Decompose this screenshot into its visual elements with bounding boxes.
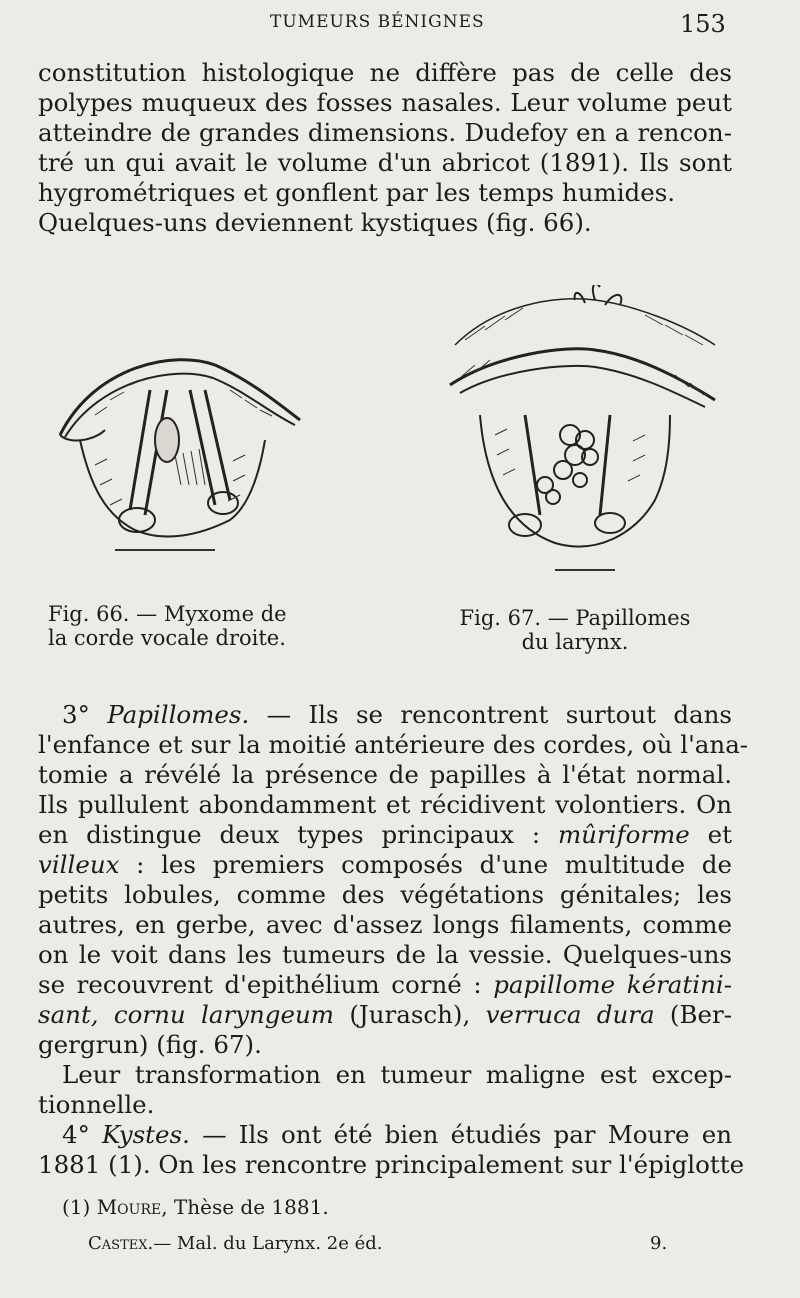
- text-line: on le voit dans les tumeurs de la vessie. Quelques-uns: [38, 940, 732, 969]
- text-line: autres, en gerbe, avec d'assez longs filaments, comme: [38, 910, 732, 939]
- text-line: tomie a révélé la présence de papilles à l'état normal.: [38, 760, 732, 789]
- section-number: 4°: [62, 1120, 90, 1149]
- footnote-marker: (1): [62, 1195, 97, 1219]
- term-italic: mûriforme: [557, 820, 690, 849]
- section-papillomes: [38, 700, 749, 1180]
- caption-line: Fig. 66. — Myxome de: [48, 602, 287, 626]
- caption-line: la corde vocale droite.: [48, 626, 286, 650]
- footnote-author: Moure: [96, 1195, 162, 1219]
- footnote: [62, 1195, 329, 1219]
- text-span: et: [689, 820, 732, 849]
- caption-line: du larynx.: [521, 630, 629, 654]
- text-span: , Thèse de 1881.: [161, 1195, 329, 1219]
- text-line: petits lobules, comme des végétations génitales; les: [38, 880, 732, 909]
- figure-66-caption: [48, 602, 287, 650]
- text-line: [38, 970, 732, 1000]
- figure-67-larynx-illustration: [445, 285, 725, 575]
- text-line: l'enfance et sur la moitié antérieure des cordes, où l'ana-: [38, 730, 749, 759]
- text-line: Leur transformation en tumeur maligne est excep-: [62, 1060, 732, 1089]
- paragraph-top: [38, 58, 732, 238]
- figure-67-caption: [440, 606, 710, 654]
- text-span: — Ils se rencontrent surtout dans: [249, 700, 732, 729]
- text-line: gergrun) (fig. 67).: [38, 1030, 262, 1059]
- term-italic: sant, cornu laryngeum: [38, 1000, 334, 1029]
- section-number: 3°: [62, 700, 90, 729]
- page-number: 153: [680, 10, 726, 38]
- text-line: [38, 700, 732, 730]
- text-line: constitution histologique ne diffère pas de celle des: [38, 58, 732, 87]
- text-span: .— Mal. du Larynx. 2e éd.: [147, 1233, 383, 1254]
- text-line: [38, 1120, 732, 1150]
- signature-mark: 9.: [650, 1233, 668, 1254]
- running-title: TUMEURS BÉNIGNES: [270, 12, 485, 32]
- text-line: Quelques-uns deviennent kystiques (fig. 66).: [38, 208, 592, 237]
- text-span: (Ber-: [654, 1000, 732, 1029]
- text-span: — Ils ont été bien étudiés par Moure en: [189, 1120, 732, 1149]
- section-title: Papillomes.: [107, 700, 250, 729]
- text-span: se recouvrent d'epithélium corné :: [38, 970, 494, 999]
- text-span: en distingue deux types principaux :: [38, 820, 558, 849]
- term-italic: papillome kératini-: [493, 970, 732, 999]
- term-italic: villeux: [38, 850, 120, 879]
- text-line: polypes muqueux des fosses nasales. Leur volume peut: [38, 88, 732, 117]
- section-title: Kystes.: [102, 1120, 190, 1149]
- text-line: 1881 (1). On les rencontre principalement sur l'épiglotte: [38, 1150, 745, 1179]
- text-line: tionnelle.: [38, 1090, 155, 1119]
- caption-line: Fig. 67. — Papillomes: [459, 606, 691, 630]
- text-span: : les premiers composés d'une multitude de: [119, 850, 732, 879]
- text-line: Ils pullulent abondamment et récidivent volontiers. On: [38, 790, 732, 819]
- figure-66-larynx-illustration: [55, 345, 305, 560]
- text-line: atteindre de grandes dimensions. Dudefoy en a rencon-: [38, 118, 732, 147]
- text-line: tré un qui avait le volume d'un abricot (1891). Ils sont: [38, 148, 732, 177]
- text-line: [38, 1000, 732, 1030]
- signature-line: [88, 1233, 383, 1254]
- text-line: [38, 820, 732, 850]
- signature-author: Castex: [88, 1233, 148, 1254]
- term-italic: verruca dura: [485, 1000, 655, 1029]
- text-line: hygrométriques et gonflent par les temps humides.: [38, 178, 676, 207]
- text-line: [38, 850, 732, 880]
- text-span: (Jurasch),: [334, 1000, 486, 1029]
